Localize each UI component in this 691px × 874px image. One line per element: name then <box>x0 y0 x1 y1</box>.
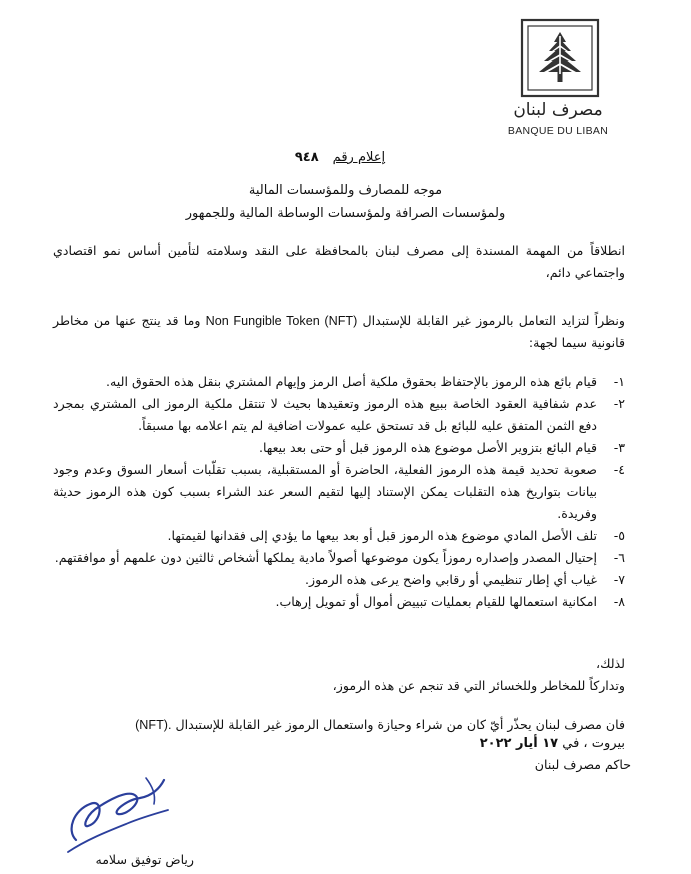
date-value: ١٧ أيار ٢٠٢٢ <box>479 736 559 751</box>
list-item <box>53 569 625 591</box>
list-item-text: عدم شفافية العقود الخاصة ببيع هذه الرموز وتعقيدها بحيث لا تنتقل ملكية الرموز الى المشتري بمجرد دفع الثمن المتفق عليه للبائع بل قد تستحق عليه عمولات اضافية لم يتم اعلامه بها مسبقاً. <box>53 396 597 433</box>
announcement-value: ٩٤٨ <box>294 150 319 165</box>
list-item-number: ٤- <box>613 462 625 477</box>
list-item-number: ٧- <box>613 572 625 587</box>
list-item-number: ١- <box>613 374 625 389</box>
date-city: بيروت ، في <box>562 736 625 751</box>
addressee-line-1: موجه للمصارف وللمؤسسات المالية <box>248 183 443 198</box>
list-item <box>53 393 625 437</box>
cedar-logo-icon <box>520 18 600 98</box>
list-item-number: ٣- <box>613 440 625 455</box>
list-item-text: صعوبة تحديد قيمة هذه الرموز الفعلية، الحاضرة أو المستقبلية، بسبب تقلّبات أسعار السوق وعدم وجود بيانات بتواريخ هذه التقلبات يمكن الإستناد إليها لتقيم السعر عند الشراء بسبب كون هذه الرموز حديثة وفريدة. <box>53 462 597 521</box>
signature-icon <box>56 770 196 855</box>
list-item <box>53 437 625 459</box>
nft-paragraph-start: ونظراً لتزايد التعامل بالرموز غير القابلة للإستبدال <box>362 313 625 328</box>
list-item <box>53 371 625 393</box>
date-line <box>480 736 625 751</box>
list-item-number: ٦- <box>613 550 625 565</box>
therefore-text: لذلك، <box>596 656 625 671</box>
list-item-text: قيام البائع بتزوير الأصل موضوع هذه الرموز قبل أو حتى بعد بيعها. <box>258 440 597 455</box>
list-item <box>53 547 625 569</box>
logo-french-text: BANQUE DU LIBAN <box>507 125 609 137</box>
warning-term: (NFT). <box>135 718 172 732</box>
list-item-text: غياب أي إطار تنظيمي أو رقابي واضح يرعى هذه الرموز. <box>305 572 597 587</box>
nft-term: Non Fungible Token (NFT) <box>205 314 358 328</box>
nft-paragraph-end: وما قد ينتج عنها من مخاطر قانونية سيما لجهة: <box>53 313 625 350</box>
governor-title: حاكم مصرف لبنان <box>534 757 631 772</box>
warning-text-start: فان مصرف لبنان يحذّر أيّ كان من شراء وحيازة واستعمال الرموز غير القابلة للإستبدال <box>175 717 625 732</box>
list-item-text: إحتيال المصدر وإصداره رموزاً يكون موضوعها أصولاً مادية يملكها أشخاص ثالثين دون علمهم أو موافقتهم. <box>54 550 597 565</box>
warning-text <box>53 714 625 736</box>
list-item-number: ٨- <box>613 594 625 609</box>
consideration-text: وتداركاً للمخاطر وللخسائر التي قد تنجم عن هذه الرموز، <box>332 678 625 693</box>
list-item <box>53 525 625 547</box>
list-item <box>53 591 625 613</box>
list-item-text: قيام بائع هذه الرموز بالإحتفاظ بحقوق ملكية أصل الرمز وإيهام المشتري بنقل هذه الحقوق اليه. <box>106 374 597 389</box>
list-item-text: امكانية استعمالها للقيام بعمليات تبييض أموال أو تمويل إرهاب. <box>275 594 597 609</box>
list-item-number: ٥- <box>613 528 625 543</box>
intro-paragraph: انطلاقاً من المهمة المسندة إلى مصرف لبنان بالمحافظة على النقد وسلامته لتأمين أساس نمو اقتصادي واجتماعي دائم، <box>53 243 625 280</box>
list-item-text: تلف الأصل المادي موضوع هذه الرموز قبل أو بعد بيعها ما يؤدي إلى فقدانها لقيمتها. <box>167 528 597 543</box>
nft-paragraph <box>53 310 625 354</box>
list-item <box>53 459 625 525</box>
announcement-number <box>260 150 420 165</box>
governor-name: رياض توفيق سلامه <box>95 852 194 867</box>
logo-arabic-text: مصرف لبنان <box>513 100 603 120</box>
addressee-line-2: ولمؤسسات الصرافة ولمؤسسات الوساطة المالية وللجمهور <box>185 206 506 221</box>
announcement-label: إعلام رقم <box>332 150 386 165</box>
risk-list <box>53 371 625 613</box>
list-item-number: ٢- <box>613 396 625 411</box>
